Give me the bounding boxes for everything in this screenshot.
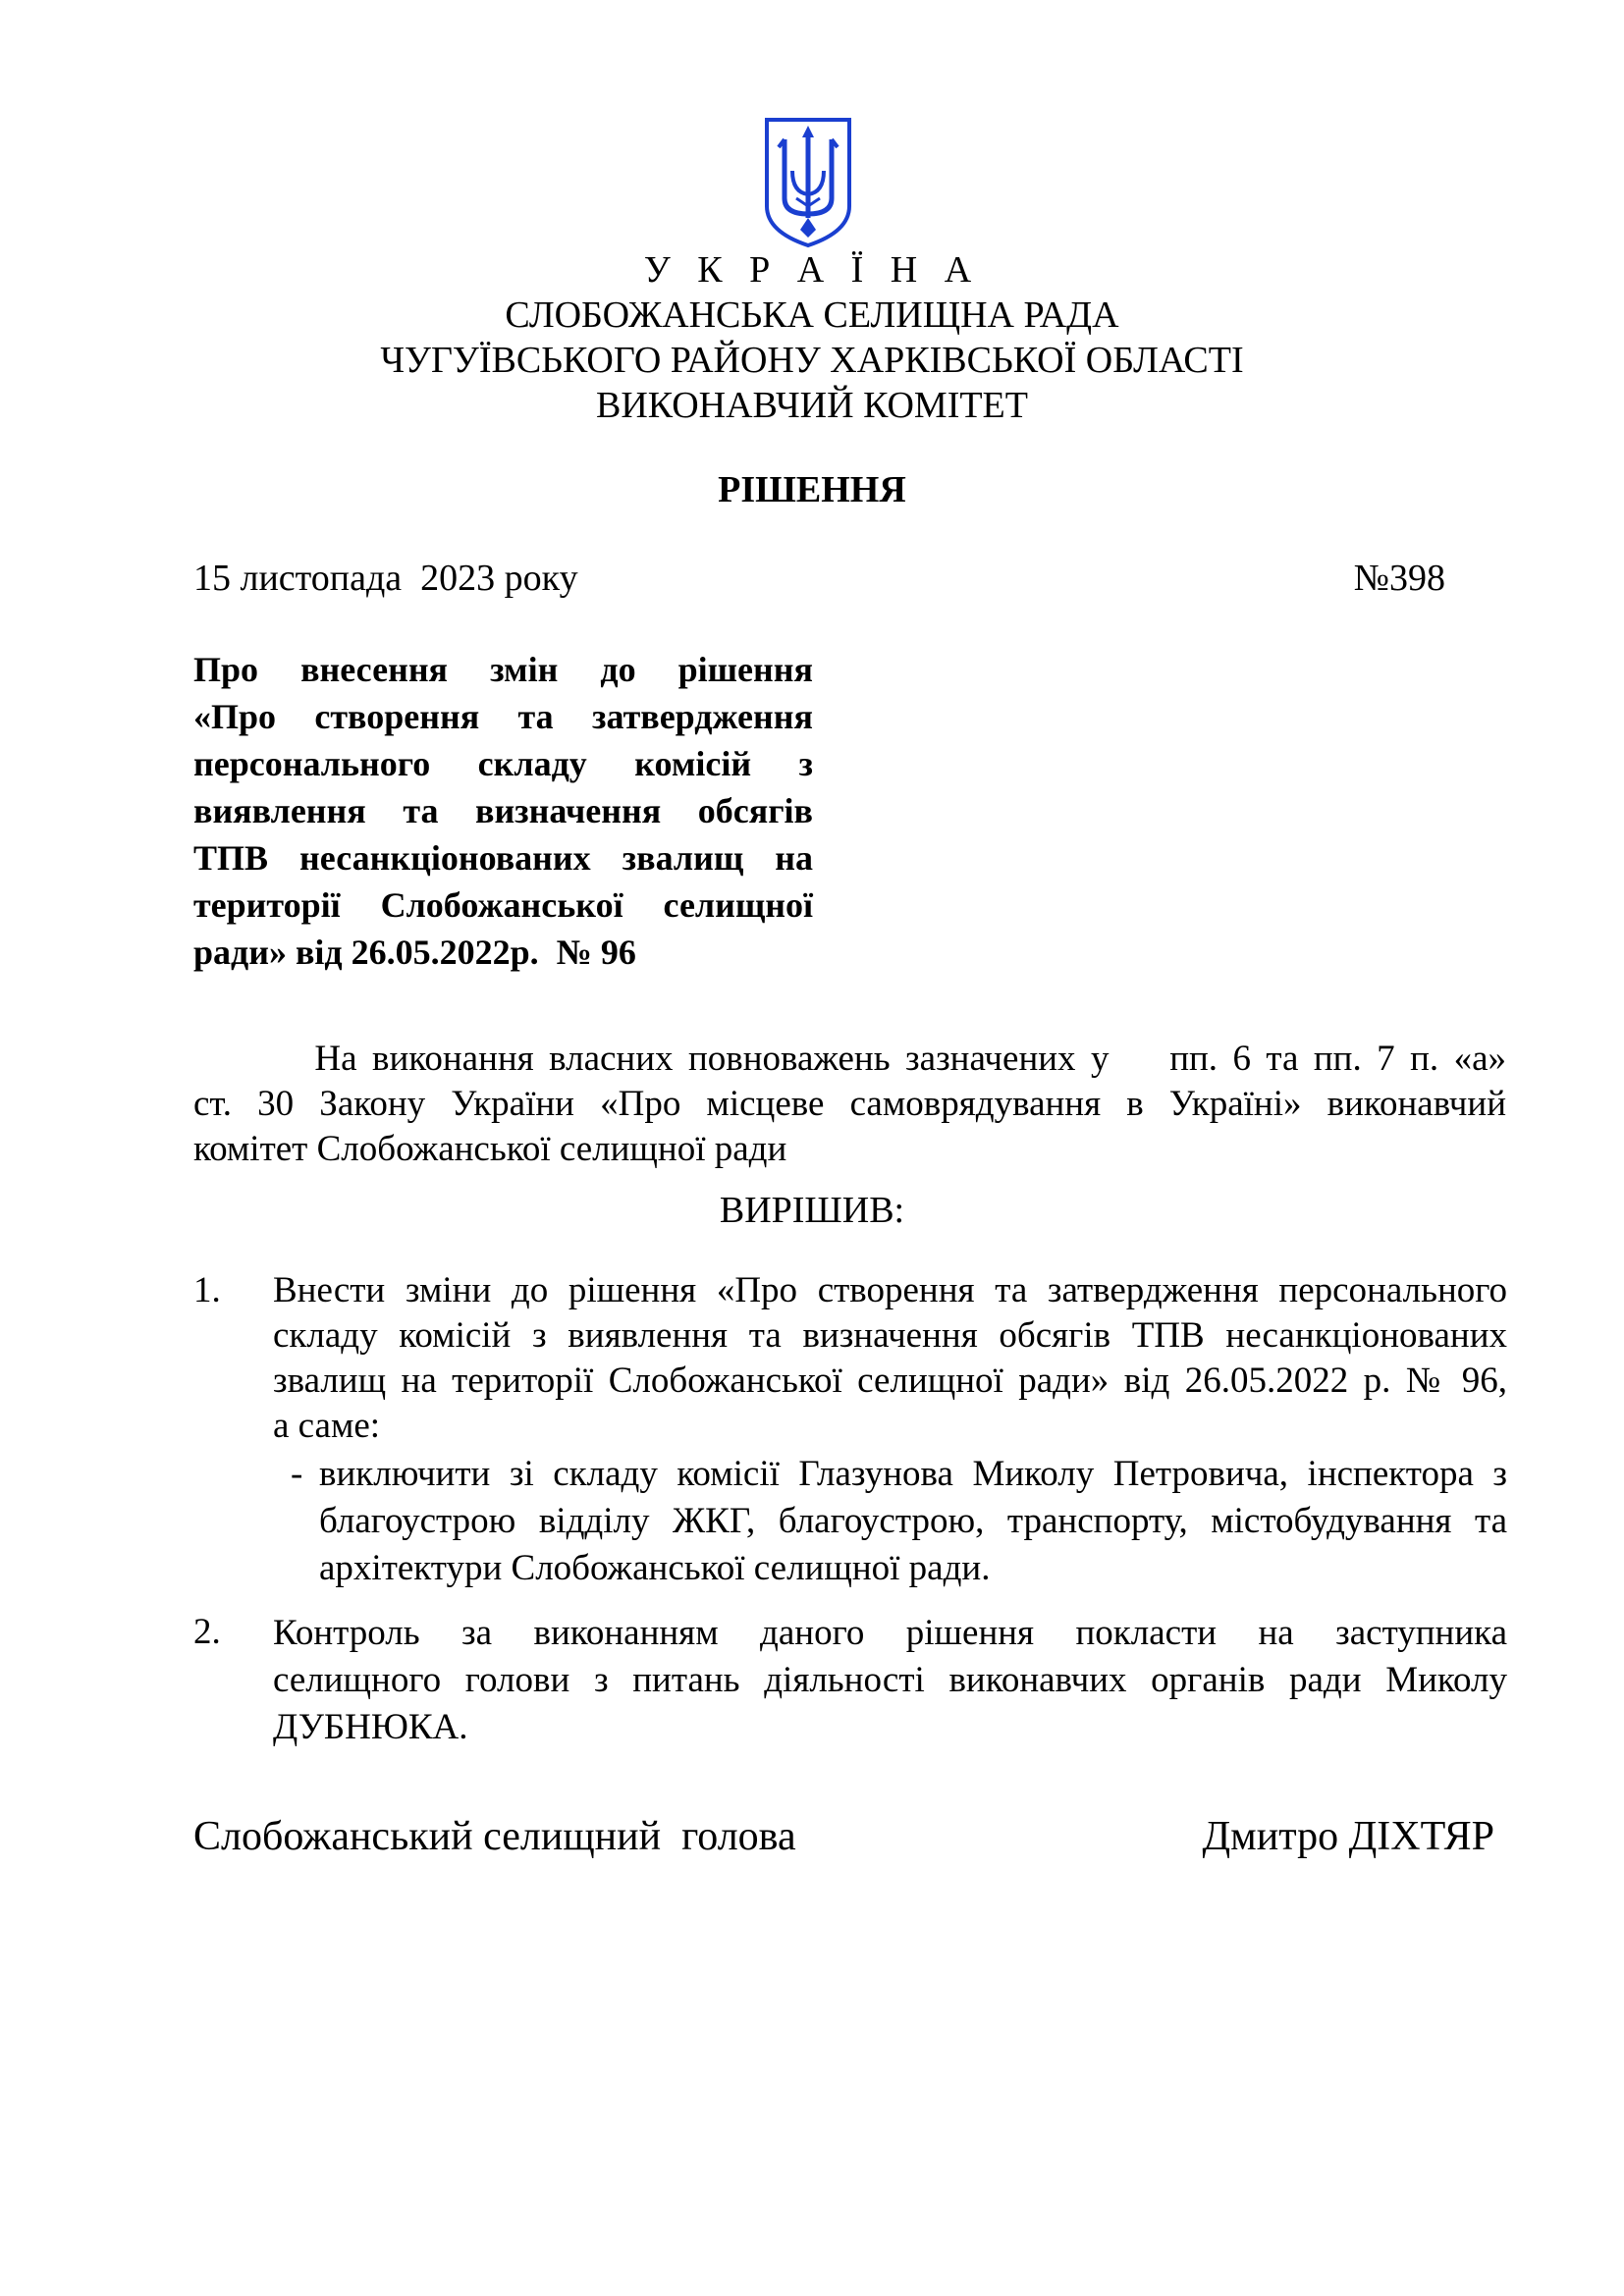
sub-item-line: благоустрою відділу ЖКГ, благоустрою, транспорту, містобудування та xyxy=(319,1501,1507,1541)
decision-subject xyxy=(193,646,813,976)
subject-line: персонального складу комісій з xyxy=(193,744,813,783)
item-number: 2. xyxy=(193,1612,221,1652)
decision-number: №398 xyxy=(1353,558,1445,599)
item-line: складу комісій з виявлення та визначення обсягів ТПВ несанкціонованих xyxy=(273,1315,1507,1356)
item-line: Контроль за виконанням даного рішення покласти на заступника xyxy=(273,1613,1507,1653)
preamble xyxy=(193,1037,1506,1172)
item-text xyxy=(273,1268,1507,1449)
header-country: У К Р А Ї Н А xyxy=(643,249,981,291)
decision-date: 15 листопада 2023 року xyxy=(193,558,578,599)
header-committee: ВИКОНАВЧИЙ КОМІТЕТ xyxy=(596,385,1028,426)
signatory-name: Дмитро ДІХТЯР xyxy=(1202,1814,1494,1859)
preamble-line: ст. 30 Закону України «Про місцеве самоврядування в Україні» виконавчий xyxy=(193,1084,1506,1124)
subject-line: виявлення та визначення обсягів xyxy=(193,791,813,830)
header-council: СЛОБОЖАНСЬКА СЕЛИЩНА РАДА xyxy=(505,294,1119,336)
sub-item-marker: - xyxy=(291,1454,303,1494)
subject-line: ради» від 26.05.2022р. № 96 xyxy=(193,933,636,972)
sub-item-line: архітектури Слобожанської селищної ради. xyxy=(319,1548,991,1588)
subject-line: території Слобожанської селищної xyxy=(193,885,813,925)
trident-coat-of-arms-icon xyxy=(763,116,853,249)
subject-line: ТПВ несанкціонованих звалищ на xyxy=(193,838,813,878)
signatory-role: Слобожанський селищний голова xyxy=(193,1814,796,1859)
item-line: селищного голови з питань діяльності виконавчих органів ради Миколу xyxy=(273,1660,1507,1700)
sub-item-text xyxy=(319,1451,1507,1592)
item-number: 1. xyxy=(193,1270,221,1310)
preamble-line: комітет Слобожанської селищної ради xyxy=(193,1129,787,1169)
item-text xyxy=(273,1610,1507,1751)
subject-line: «Про створення та затвердження xyxy=(193,697,813,736)
header-district: ЧУГУЇВСЬКОГО РАЙОНУ ХАРКІВСЬКОЇ ОБЛАСТІ xyxy=(380,340,1244,381)
item-line: Внести зміни до рішення «Про створення та затвердження персонального xyxy=(273,1270,1507,1310)
subject-line: Про внесення змін до рішення xyxy=(193,650,813,689)
item-line: ДУБНЮКА. xyxy=(273,1707,468,1747)
document-title: РІШЕННЯ xyxy=(718,469,906,510)
sub-item-line: виключити зі складу комісії Глазунова Миколу Петровича, інспектора з xyxy=(319,1454,1507,1494)
item-line: звалищ на території Слобожанської селищної ради» від 26.05.2022 р. № 96, xyxy=(273,1361,1507,1401)
decided-heading: ВИРІШИВ: xyxy=(719,1190,905,1231)
item-line: а саме: xyxy=(273,1406,381,1446)
preamble-line: На виконання власних повноважень зазначених у пп. 6 та пп. 7 п. «а» xyxy=(193,1039,1506,1079)
